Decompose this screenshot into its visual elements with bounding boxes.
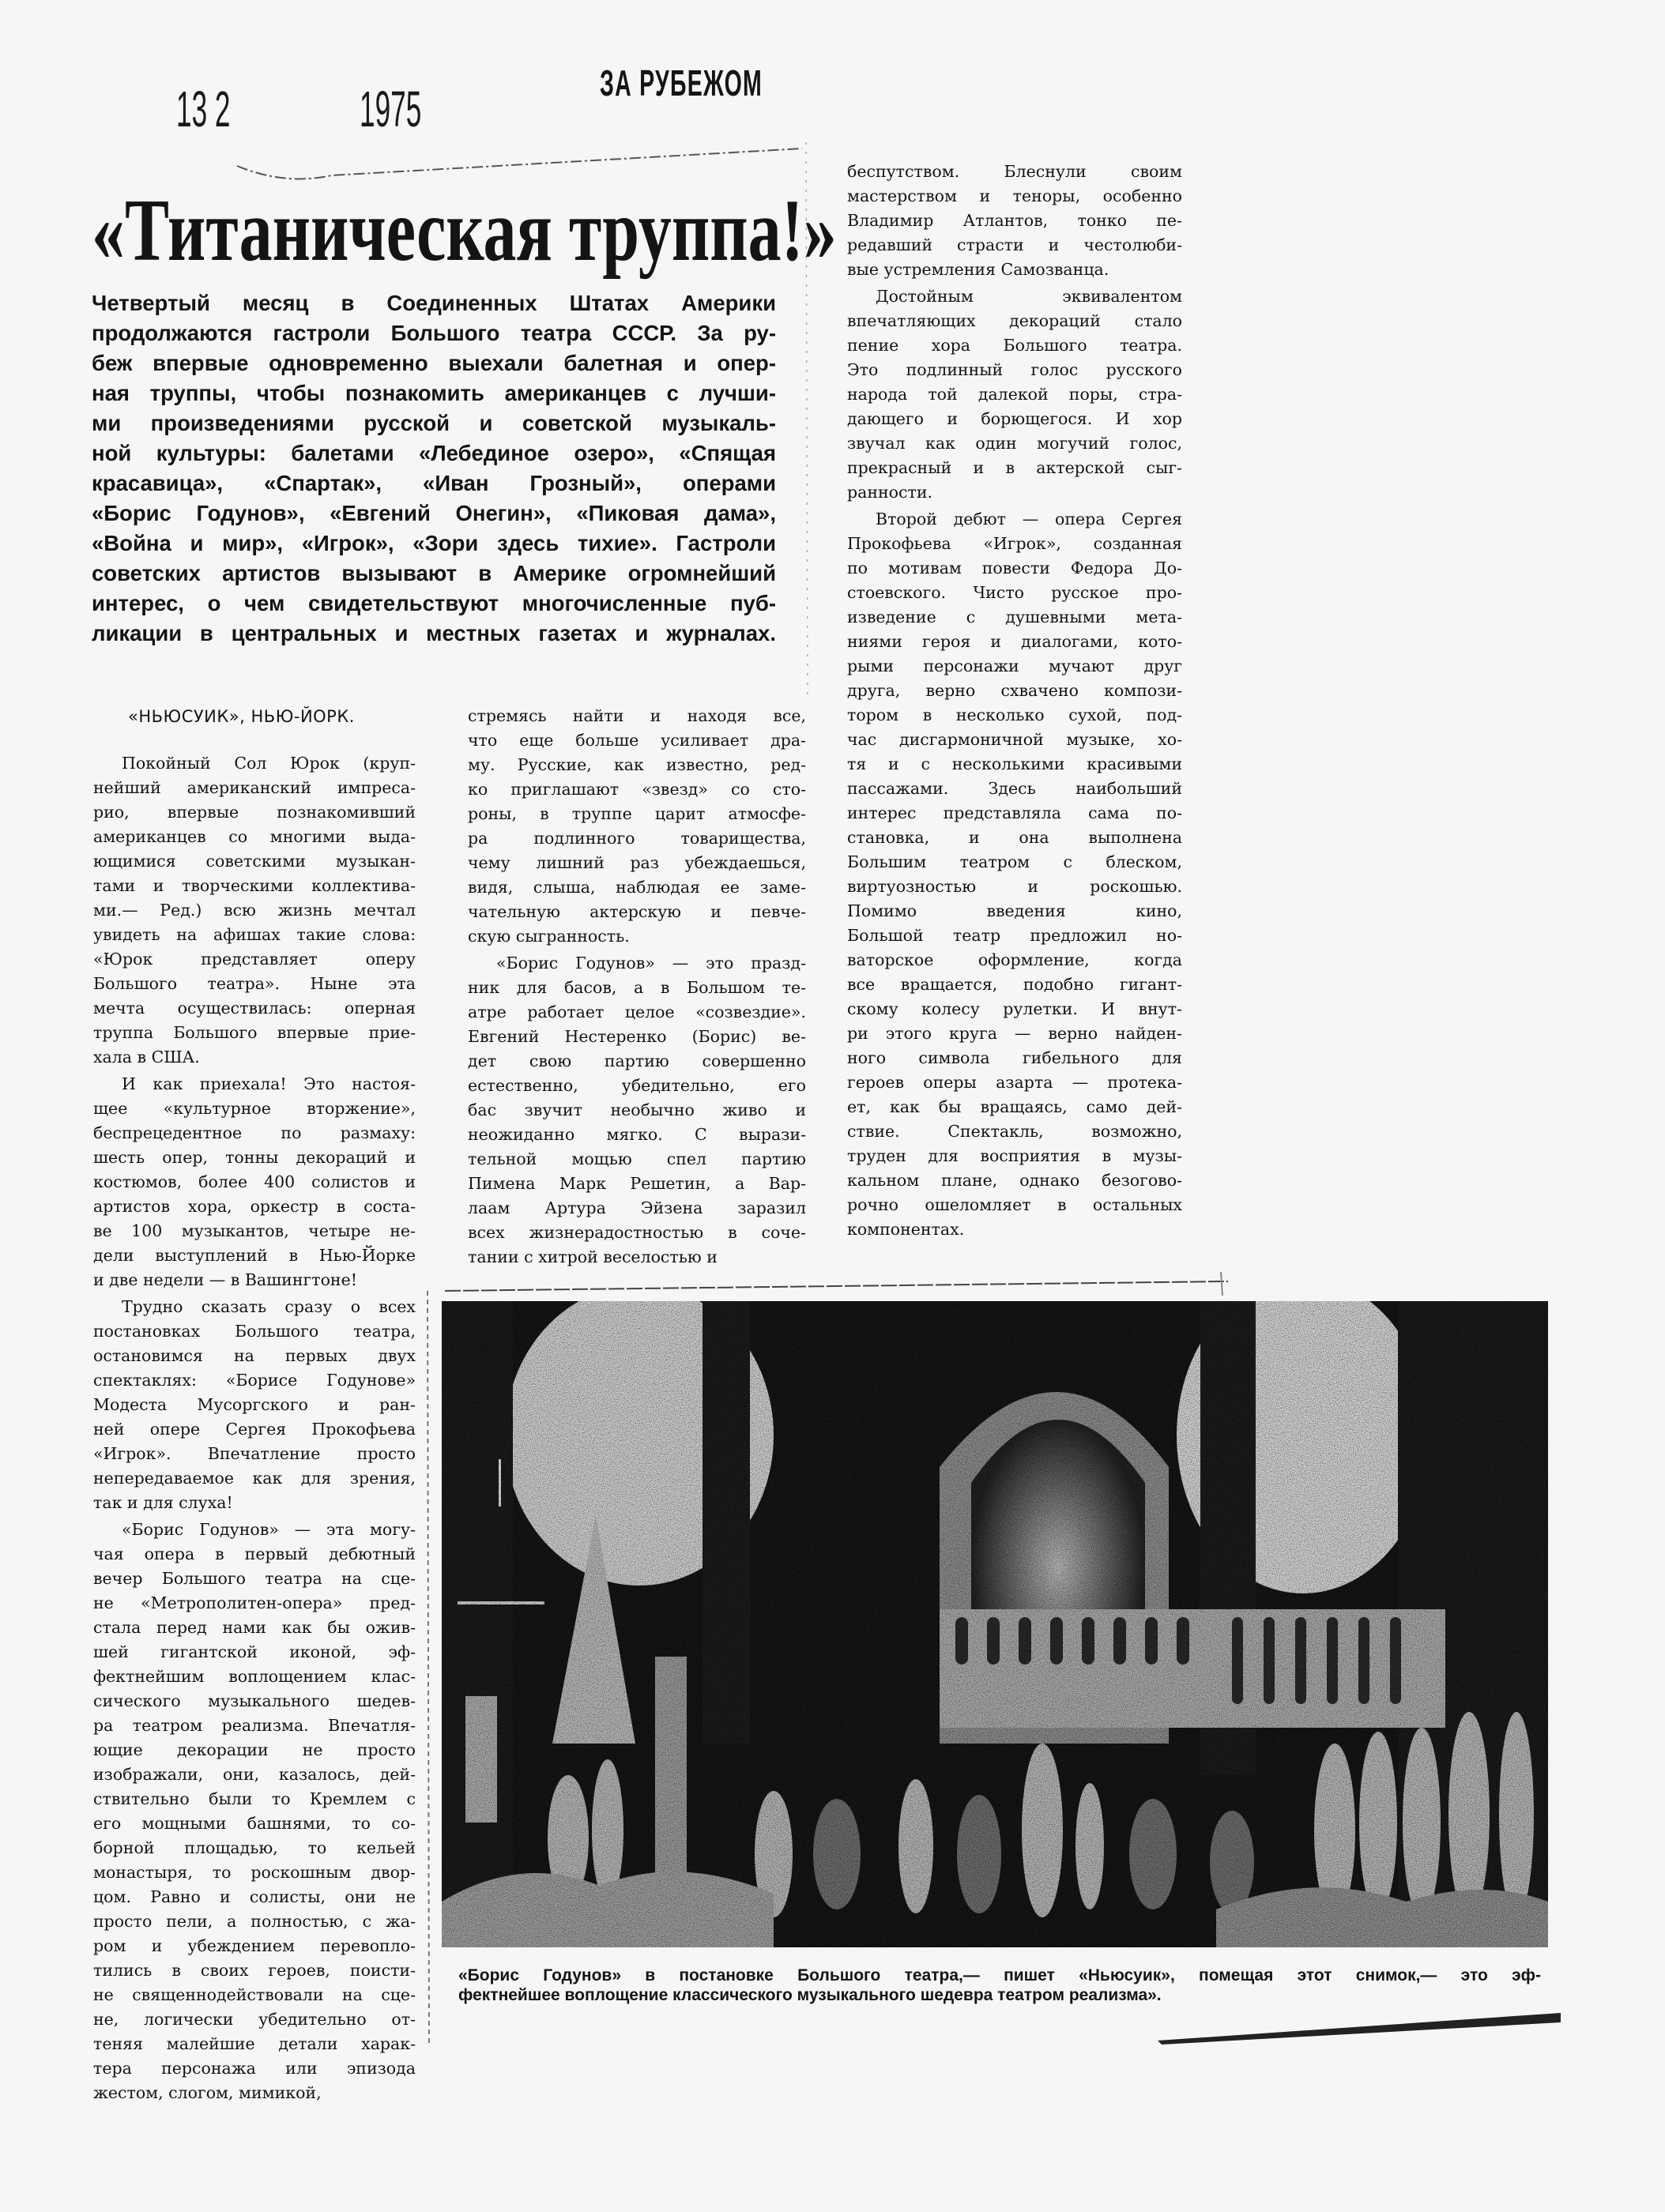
text-line: пение хора Большого театра. <box>847 336 1182 355</box>
text-line: час дисгармоничной музыке, хо- <box>847 730 1182 749</box>
text-line: вечер Большого театра на сце- <box>93 1569 416 1588</box>
text-line: ри этого круга — верно найден- <box>847 1024 1182 1043</box>
text-line: всех жизнерадостностью в соче- <box>468 1223 806 1242</box>
text-line: не «Метрополитен-опера» пред- <box>93 1593 416 1612</box>
text-line: Большой театр предложил но- <box>847 926 1182 945</box>
text-line: Достойным эквивалентом <box>876 287 1182 306</box>
text-line: дели выступлений в Нью-Йорке <box>93 1246 416 1265</box>
caption-line: «Борис Годунов» в постановке Большого театра,— пишет «Ньюсуик», помещая этот снимок,— это эф- <box>458 1966 1541 1984</box>
text-line: Пимена Марк Решетин, а Вар- <box>468 1174 806 1193</box>
text-line: рио, впервые познакомивший <box>93 803 416 822</box>
text-line: шей гигантской иконой, эф- <box>93 1642 416 1661</box>
lead-line: ликации в центральных и местных газетах и журналах. <box>92 621 776 645</box>
date-day-month: 13 2 <box>176 81 231 137</box>
column-left <box>93 751 416 2108</box>
text-line: сического музыкального шедев- <box>93 1691 416 1710</box>
lead-line: ной культуры: балетами «Лебединое озеро», «Спящая <box>92 441 776 465</box>
text-line: ваторское оформление, когда <box>847 950 1182 969</box>
text-line: лаам Артура Эйзена заразил <box>468 1198 806 1217</box>
text-line: Второй дебют — опера Сергея <box>876 510 1182 529</box>
text-line: компонентах. <box>847 1220 965 1239</box>
section-heading: ЗА РУБЕЖОМ <box>600 62 763 103</box>
text-line: тором в несколько сухой, под- <box>847 705 1182 724</box>
text-line: скую сыгранность. <box>468 927 630 946</box>
text-line: ранности. <box>847 483 933 502</box>
text-line: так и для слуха! <box>93 1493 233 1512</box>
text-line: рыми персонажи мучают друг <box>847 656 1182 675</box>
text-line: щее «культурное вторжение», <box>93 1099 416 1118</box>
text-line: скому колесу рулетки. И внут- <box>847 999 1182 1018</box>
text-line: ней опере Сергея Прокофьева <box>93 1420 416 1439</box>
text-line: чательную актерскую и певче- <box>468 902 806 921</box>
photo-top-rule <box>445 1281 1228 1291</box>
text-line: стоевского. Чисто русское про- <box>847 583 1182 602</box>
opera-photo <box>442 1301 1548 1947</box>
column-middle <box>468 704 806 1272</box>
text-line: фектнейшим воплощением клас- <box>93 1667 416 1686</box>
article-lead <box>92 288 776 649</box>
text-line: ра театром реализма. Впечатля- <box>93 1716 416 1735</box>
date-year: 1975 <box>360 81 422 137</box>
text-line: не священнодействовали на сце- <box>93 1985 416 2004</box>
text-line: ет, как бы вращаясь, само дей- <box>847 1097 1182 1116</box>
lead-line: «Борис Годунов», «Евгений Онегин», «Пиковая дама», <box>92 501 776 525</box>
lead-line: беж впервые одновременно выехали балетная и опер- <box>92 351 776 375</box>
text-line: прекрасный и в актерской сыг- <box>847 458 1182 477</box>
text-line: непередаваемое как для зрения, <box>93 1469 416 1488</box>
text-line: его мощными башнями, то со- <box>93 1814 416 1833</box>
text-line: изведение с душевными мета- <box>847 608 1182 626</box>
text-line: ниями героя и диалогами, кото- <box>847 632 1182 651</box>
lead-line: ми произведениями русской и советской музыкаль- <box>92 411 776 435</box>
text-line: остановимся на первых двух <box>93 1346 416 1365</box>
text-line: теняя малейшие детали харак- <box>93 2034 416 2053</box>
text-line: вые устремления Самозванца. <box>847 260 1109 279</box>
text-line: американцев со многими выда- <box>93 827 416 846</box>
text-line: борной площадью, то кельей <box>93 1838 416 1857</box>
text-line: «Борис Годунов» — это празд- <box>496 954 806 972</box>
text-line: становка, и она выполнена <box>847 828 1182 847</box>
text-line: монастыря, то роскошным двор- <box>93 1863 416 1882</box>
text-line: стала перед нами как бы ожив- <box>93 1618 416 1637</box>
text-line: редавший страсти и честолюби- <box>847 235 1182 254</box>
lead-line: красавица», «Спартак», «Иван Грозный», операми <box>92 471 776 495</box>
text-line: атре работает целое «созвездие». <box>468 1003 806 1021</box>
photo-caption <box>458 1966 1541 2005</box>
text-line: Это подлинный голос русского <box>847 360 1182 379</box>
text-line: просто пели, а полностью, с жа- <box>93 1912 416 1931</box>
text-line: все вращается, подобно гигант- <box>847 975 1182 994</box>
paragraph <box>847 507 1182 1242</box>
text-line: мастерством и теноры, особенно <box>847 186 1182 205</box>
text-line: Покойный Сол Юрок (круп- <box>122 754 416 773</box>
column-rule <box>428 1291 429 2046</box>
text-line: Большого театра». Ныне эта <box>93 974 416 993</box>
lead-line: продолжаются гастроли Большого театра СССР. За ру- <box>92 321 776 345</box>
text-line: дающего и борющегося. И хор <box>847 409 1182 428</box>
text-line: костюмов, более 400 солистов и <box>93 1172 416 1191</box>
text-line: «Борис Годунов» — эта могу- <box>122 1520 416 1539</box>
text-line: тера персонажа или эпизода <box>93 2059 416 2078</box>
text-line: Помимо введения кино, <box>847 901 1182 920</box>
text-line: рочно ошеломляет в остальных <box>847 1195 1182 1214</box>
paragraph <box>468 704 806 949</box>
text-line: труппа Большого впервые прие- <box>93 1023 416 1042</box>
text-line: «Юрок представляет оперу <box>93 950 416 969</box>
text-line: ром и убеждением перевопло- <box>93 1936 416 1955</box>
text-line: Модеста Мусоргского и ран- <box>93 1395 416 1414</box>
text-line: тами и творческими коллектива- <box>93 876 416 895</box>
paragraph <box>847 284 1182 505</box>
paragraph <box>93 1295 416 1515</box>
lead-line: советских артистов вызывают в Америке огромнейший <box>92 561 776 585</box>
text-line: ствительно были то Кремлем с <box>93 1789 416 1808</box>
article-source: «НЬЮСУИК», НЬЮ-ЙОРК. <box>128 707 355 726</box>
text-line: интерес представляла сама по- <box>847 803 1182 822</box>
text-line: кальном плане, однако безогово- <box>847 1171 1182 1190</box>
text-line: что еще больше усиливает дра- <box>468 731 806 750</box>
text-line: тя и с несколькими красивыми <box>847 754 1182 773</box>
lead-line: Четвертый месяц в Соединенных Штатах Америки <box>92 291 776 315</box>
text-line: не, логически убедительно от- <box>93 2010 416 2029</box>
text-line: ми.— Ред.) всю жизнь мечтал <box>93 901 416 920</box>
text-line: му. Русские, как известно, ред- <box>468 755 806 774</box>
text-line: тании с хитрой веселостью и <box>468 1247 718 1266</box>
text-line: звучал как один могучий голос, <box>847 434 1182 453</box>
text-line: дет свою партию совершенно <box>468 1051 806 1070</box>
text-line: ющие декорации не просто <box>93 1740 416 1759</box>
lead-line: «Война и мир», «Игрок», «Зори здесь тихие». Гастроли <box>92 531 776 555</box>
paragraph <box>93 751 416 1070</box>
text-line: постановках Большого театра, <box>93 1322 416 1341</box>
text-line: жестом, слогом, мимикой, <box>93 2083 322 2102</box>
text-line: беспрецедентное по размаху: <box>93 1123 416 1142</box>
text-line: Большим театром с блеском, <box>847 852 1182 871</box>
text-line: ра подлинного товарищества, <box>468 829 806 848</box>
text-line: «Игрок». Впечатление просто <box>93 1444 416 1463</box>
text-line: цом. Равно и солисты, они не <box>93 1887 416 1906</box>
text-line: ствие. Спектакль, возможно, <box>847 1122 1182 1141</box>
text-line: чему лишний раз убеждаешься, <box>468 853 806 872</box>
text-line: Владимир Атлантов, тонко пе- <box>847 211 1182 230</box>
text-line: и две недели — в Вашингтоне! <box>93 1270 357 1289</box>
lead-line: ная труппы, чтобы познакомить американцев с лучши- <box>92 381 776 405</box>
text-line: мечта осуществилась: оперная <box>93 999 416 1018</box>
text-line: бас звучит необычно живо и <box>468 1100 806 1119</box>
text-line: чая опера в первый дебютный <box>93 1544 416 1563</box>
text-line: естественно, убедительно, его <box>468 1076 806 1095</box>
lead-line: интерес, о чем свидетельствуют многочисленные пуб- <box>92 591 776 615</box>
text-line: труден для восприятия в музы- <box>847 1146 1182 1165</box>
text-line: изображали, они, казалось, дей- <box>93 1765 416 1784</box>
text-line: Евгений Нестеренко (Борис) ве- <box>468 1027 806 1046</box>
clip-edge-shadow <box>1158 2013 1561 2045</box>
text-line: ник для басов, а в Большом те- <box>468 978 806 997</box>
paragraph <box>468 951 806 1270</box>
text-line: хала в США. <box>93 1048 200 1066</box>
text-line: ве 100 музыкантов, четыре не- <box>93 1221 416 1240</box>
caption-line: фектнейшее воплощение классического музыкального шедевра театром реализма». <box>458 1986 1162 2004</box>
boris-godunov-stage-photo <box>442 1301 1548 1947</box>
text-line: тельной мощью спел партию <box>468 1149 806 1168</box>
text-line: неожиданно мягко. С вырази- <box>468 1125 806 1144</box>
text-line: народа той далекой поры, стра- <box>847 385 1182 404</box>
text-line: пассажами. Здесь наибольший <box>847 779 1182 798</box>
text-line: шесть опер, тонны декораций и <box>93 1148 416 1167</box>
article-title: «Титаническая труппа!» <box>92 182 837 280</box>
text-line: по мотивам повести Федора До- <box>847 559 1182 577</box>
text-line: ного символа гибельного для <box>847 1048 1182 1067</box>
text-line: роны, в труппе царит атмосфе- <box>468 804 806 823</box>
text-line: увидеть на афишах такие слова: <box>93 925 416 944</box>
column-right <box>847 160 1182 1244</box>
text-line: стремясь найти и находя все, <box>468 706 806 725</box>
text-line: виртуозностью и роскошью. <box>847 877 1182 896</box>
paragraph <box>93 1072 416 1292</box>
text-line: нейший американский импреса- <box>93 778 416 797</box>
text-line: спектаклях: «Борисе Годунове» <box>93 1371 416 1390</box>
text-line: впечатляющих декораций стало <box>847 311 1182 330</box>
text-line: героев оперы азарта — протека- <box>847 1073 1182 1092</box>
text-line: И как приехала! Это настоя- <box>122 1074 416 1093</box>
text-line: друга, верно схвачено компози- <box>847 681 1182 700</box>
text-line: артистов хора, оркестр в соста- <box>93 1197 416 1216</box>
text-line: Прокофьева «Игрок», созданная <box>847 534 1182 553</box>
text-line: Трудно сказать сразу о всех <box>122 1297 416 1316</box>
clip-edge <box>1221 1272 1222 1296</box>
header-divider <box>237 149 802 179</box>
paragraph <box>93 1518 416 2105</box>
text-line: тились в своих героев, поисти- <box>93 1961 416 1980</box>
text-line: ко приглашают «звезд» со сто- <box>468 780 806 799</box>
text-line: видя, слыша, наблюдая ее заме- <box>468 878 806 897</box>
paragraph <box>847 160 1182 282</box>
text-line: беспутством. Блеснули своим <box>847 162 1182 181</box>
text-line: ющимися советскими музыкан- <box>93 852 416 871</box>
